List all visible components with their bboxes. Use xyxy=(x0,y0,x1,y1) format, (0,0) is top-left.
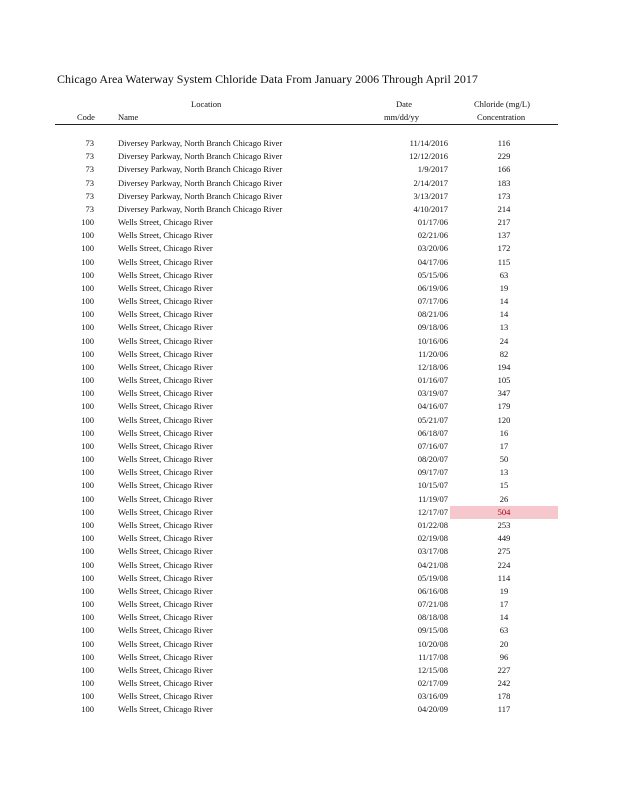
row-code: 100 xyxy=(81,480,94,491)
row-chloride-value: 183 xyxy=(497,177,511,188)
table-row xyxy=(0,611,618,624)
row-location-name: Wells Street, Chicago River xyxy=(118,664,213,675)
row-date: 06/16/08 xyxy=(417,585,448,596)
table-row xyxy=(0,690,618,703)
header-location: Location xyxy=(191,99,222,109)
row-location-name: Wells Street, Chicago River xyxy=(118,388,213,399)
row-date: 07/16/07 xyxy=(417,440,448,451)
row-date: 4/10/2017 xyxy=(413,203,448,214)
row-chloride-value: 275 xyxy=(497,546,511,557)
row-date: 07/21/08 xyxy=(417,599,448,610)
header-concentration: Concentration xyxy=(477,112,526,122)
row-location-name: Wells Street, Chicago River xyxy=(118,546,213,557)
row-chloride-value: 13 xyxy=(499,467,509,478)
row-chloride-value: 253 xyxy=(497,519,511,530)
row-code: 100 xyxy=(81,440,94,451)
row-date: 12/12/2016 xyxy=(409,151,448,162)
table-row xyxy=(0,479,618,492)
row-chloride-value: 117 xyxy=(497,704,511,715)
row-location-name: Wells Street, Chicago River xyxy=(118,625,213,636)
row-date: 12/17/07 xyxy=(417,506,448,517)
row-location-name: Wells Street, Chicago River xyxy=(118,493,213,504)
row-chloride-value: 14 xyxy=(499,612,509,623)
row-chloride-value: 19 xyxy=(499,282,509,293)
row-date: 11/17/08 xyxy=(418,651,448,662)
row-code: 100 xyxy=(81,414,94,425)
table-row xyxy=(0,216,618,229)
table-row xyxy=(0,677,618,690)
row-location-name: Diversey Parkway, North Branch Chicago River xyxy=(118,203,283,214)
row-code: 100 xyxy=(81,651,94,662)
row-chloride-value: 16 xyxy=(499,427,509,438)
table-row xyxy=(0,335,618,348)
table-row xyxy=(0,387,618,400)
row-location-name: Wells Street, Chicago River xyxy=(118,269,213,280)
row-date: 02/21/06 xyxy=(417,230,448,241)
row-date: 03/19/07 xyxy=(417,388,448,399)
row-date: 05/15/06 xyxy=(417,269,448,280)
row-code: 100 xyxy=(81,427,94,438)
row-location-name: Diversey Parkway, North Branch Chicago River xyxy=(118,177,283,188)
row-code: 100 xyxy=(81,704,94,715)
header-date-format: mm/dd/yy xyxy=(384,112,419,122)
row-chloride-value: 105 xyxy=(497,375,511,386)
table-row xyxy=(0,559,618,572)
row-date: 08/20/07 xyxy=(417,454,448,465)
row-code: 100 xyxy=(81,401,94,412)
row-code: 100 xyxy=(81,493,94,504)
row-chloride-value: 214 xyxy=(497,203,511,214)
row-chloride-value: 115 xyxy=(497,256,511,267)
table-row xyxy=(0,414,618,427)
row-code: 100 xyxy=(81,533,94,544)
row-location-name: Wells Street, Chicago River xyxy=(118,480,213,491)
row-chloride-value: 82 xyxy=(499,348,509,359)
table-row xyxy=(0,532,618,545)
row-code: 100 xyxy=(81,519,94,530)
row-code: 100 xyxy=(81,559,94,570)
row-date: 10/15/07 xyxy=(417,480,448,491)
row-date: 01/22/08 xyxy=(417,519,448,530)
row-code: 100 xyxy=(81,256,94,267)
row-code: 100 xyxy=(81,454,94,465)
row-code: 100 xyxy=(81,467,94,478)
table-row xyxy=(0,137,618,150)
row-date: 08/21/06 xyxy=(417,309,448,320)
row-location-name: Diversey Parkway, North Branch Chicago River xyxy=(118,138,283,148)
document-title: Chicago Area Waterway System Chloride Data From January 2006 Through April 2017 xyxy=(57,72,478,86)
table-row xyxy=(0,269,618,282)
row-code: 100 xyxy=(81,230,94,241)
row-date: 05/21/07 xyxy=(417,414,448,425)
table-row xyxy=(0,638,618,651)
row-code: 100 xyxy=(81,322,94,333)
table-row xyxy=(0,348,618,361)
table-row xyxy=(0,440,618,453)
row-date: 11/14/2016 xyxy=(409,138,448,148)
row-location-name: Wells Street, Chicago River xyxy=(118,309,213,320)
table-row xyxy=(0,229,618,242)
row-location-name: Wells Street, Chicago River xyxy=(118,282,213,293)
row-date: 09/18/06 xyxy=(417,322,448,333)
row-code: 100 xyxy=(81,599,94,610)
table-row xyxy=(0,624,618,637)
table-row xyxy=(0,242,618,255)
table-row xyxy=(0,664,618,677)
table-row xyxy=(0,321,618,334)
table-row xyxy=(0,308,618,321)
table-row xyxy=(0,163,618,176)
row-date: 01/17/06 xyxy=(417,217,448,228)
row-chloride-value: 173 xyxy=(497,190,511,201)
row-location-name: Wells Street, Chicago River xyxy=(118,322,213,333)
row-date: 12/15/08 xyxy=(417,664,448,675)
table-row xyxy=(0,361,618,374)
row-code: 73 xyxy=(85,164,94,175)
header-code: Code xyxy=(77,112,95,122)
row-code: 100 xyxy=(81,506,94,517)
row-date: 03/16/09 xyxy=(417,691,448,702)
row-code: 73 xyxy=(85,177,94,188)
row-date: 10/16/06 xyxy=(417,335,448,346)
row-chloride-value: 347 xyxy=(497,388,511,399)
row-chloride-value: 17 xyxy=(499,440,509,451)
table-row xyxy=(0,598,618,611)
row-chloride-value: 26 xyxy=(499,493,509,504)
row-date: 07/17/06 xyxy=(417,296,448,307)
row-chloride-value: 116 xyxy=(497,138,511,148)
row-code: 100 xyxy=(81,335,94,346)
table-row xyxy=(0,190,618,203)
row-chloride-value: 96 xyxy=(499,651,509,662)
row-code: 100 xyxy=(81,243,94,254)
table-row xyxy=(0,177,618,190)
row-code: 100 xyxy=(81,388,94,399)
row-date: 11/19/07 xyxy=(418,493,448,504)
row-location-name: Diversey Parkway, North Branch Chicago River xyxy=(118,164,283,175)
table-row xyxy=(0,453,618,466)
row-date: 11/20/06 xyxy=(418,348,448,359)
row-location-name: Wells Street, Chicago River xyxy=(118,401,213,412)
row-location-name: Wells Street, Chicago River xyxy=(118,361,213,372)
table-row xyxy=(0,703,618,716)
table-row xyxy=(0,493,618,506)
row-chloride-value: 179 xyxy=(497,401,511,412)
table-row xyxy=(0,466,618,479)
row-code: 100 xyxy=(81,361,94,372)
row-chloride-value: 17 xyxy=(499,599,509,610)
row-code: 100 xyxy=(81,625,94,636)
row-location-name: Wells Street, Chicago River xyxy=(118,678,213,689)
table-row xyxy=(0,150,618,163)
row-date: 10/20/08 xyxy=(417,638,448,649)
row-location-name: Wells Street, Chicago River xyxy=(118,612,213,623)
row-chloride-value: 242 xyxy=(497,678,511,689)
row-chloride-value: 172 xyxy=(497,243,511,254)
row-location-name: Wells Street, Chicago River xyxy=(118,217,213,228)
row-chloride-value: 19 xyxy=(499,585,509,596)
row-location-name: Wells Street, Chicago River xyxy=(118,559,213,570)
row-location-name: Diversey Parkway, North Branch Chicago River xyxy=(118,190,283,201)
row-location-name: Wells Street, Chicago River xyxy=(118,440,213,451)
row-code: 100 xyxy=(81,296,94,307)
row-date: 12/18/06 xyxy=(417,361,448,372)
row-code: 100 xyxy=(81,612,94,623)
row-code: 73 xyxy=(85,151,94,162)
row-location-name: Wells Street, Chicago River xyxy=(118,427,213,438)
row-date: 04/20/09 xyxy=(417,704,448,715)
table-row xyxy=(0,519,618,532)
row-date: 09/15/08 xyxy=(417,625,448,636)
row-date: 1/9/2017 xyxy=(417,164,448,175)
row-date: 2/14/2017 xyxy=(413,177,448,188)
table-row xyxy=(0,506,618,519)
header-divider xyxy=(55,124,558,125)
row-date: 02/17/09 xyxy=(417,678,448,689)
row-chloride-value: 114 xyxy=(497,572,511,583)
table-row xyxy=(0,585,618,598)
row-date: 06/18/07 xyxy=(417,427,448,438)
row-location-name: Wells Street, Chicago River xyxy=(118,599,213,610)
row-chloride-value: 194 xyxy=(497,361,511,372)
row-chloride-value: 166 xyxy=(497,164,511,175)
row-chloride-value: 13 xyxy=(499,322,509,333)
header-name: Name xyxy=(118,112,139,122)
row-chloride-value: 15 xyxy=(499,480,509,491)
row-code: 100 xyxy=(81,269,94,280)
row-location-name: Wells Street, Chicago River xyxy=(118,585,213,596)
row-code: 100 xyxy=(81,375,94,386)
row-location-name: Wells Street, Chicago River xyxy=(118,296,213,307)
row-code: 100 xyxy=(81,309,94,320)
row-location-name: Wells Street, Chicago River xyxy=(118,256,213,267)
row-location-name: Diversey Parkway, North Branch Chicago River xyxy=(118,151,283,162)
row-date: 05/19/08 xyxy=(417,572,448,583)
row-chloride-value: 63 xyxy=(499,269,509,280)
row-date: 09/17/07 xyxy=(417,467,448,478)
row-location-name: Wells Street, Chicago River xyxy=(118,533,213,544)
row-location-name: Wells Street, Chicago River xyxy=(118,506,213,517)
row-location-name: Wells Street, Chicago River xyxy=(118,414,213,425)
row-location-name: Wells Street, Chicago River xyxy=(118,638,213,649)
row-code: 100 xyxy=(81,282,94,293)
row-code: 100 xyxy=(81,572,94,583)
row-chloride-value: 63 xyxy=(499,625,509,636)
row-date: 02/19/08 xyxy=(417,533,448,544)
table-row xyxy=(0,256,618,269)
row-location-name: Wells Street, Chicago River xyxy=(118,704,213,715)
row-chloride-value: 120 xyxy=(497,414,511,425)
row-chloride-value: 50 xyxy=(499,454,509,465)
table-row xyxy=(0,400,618,413)
row-code: 100 xyxy=(81,546,94,557)
row-code: 100 xyxy=(81,664,94,675)
row-location-name: Wells Street, Chicago River xyxy=(118,243,213,254)
row-location-name: Wells Street, Chicago River xyxy=(118,691,213,702)
row-chloride-value: 20 xyxy=(499,638,509,649)
row-location-name: Wells Street, Chicago River xyxy=(118,572,213,583)
row-code: 100 xyxy=(81,348,94,359)
row-code: 100 xyxy=(81,585,94,596)
table-row xyxy=(0,295,618,308)
header-chloride: Chloride (mg/L) xyxy=(474,99,530,109)
row-code: 100 xyxy=(81,217,94,228)
table-row xyxy=(0,282,618,295)
row-date: 03/20/06 xyxy=(417,243,448,254)
row-code: 100 xyxy=(81,638,94,649)
row-location-name: Wells Street, Chicago River xyxy=(118,651,213,662)
row-chloride-value: 137 xyxy=(497,230,511,241)
row-chloride-value: 224 xyxy=(497,559,511,570)
row-chloride-value: 14 xyxy=(499,296,509,307)
row-location-name: Wells Street, Chicago River xyxy=(118,454,213,465)
row-date: 04/16/07 xyxy=(417,401,448,412)
table-row xyxy=(0,203,618,216)
row-chloride-value: 504 xyxy=(450,506,558,519)
row-chloride-value: 14 xyxy=(499,309,509,320)
table-row xyxy=(0,545,618,558)
table-row xyxy=(0,572,618,585)
row-location-name: Wells Street, Chicago River xyxy=(118,375,213,386)
table-row xyxy=(0,651,618,664)
row-chloride-value: 217 xyxy=(497,217,511,228)
row-code: 73 xyxy=(85,203,94,214)
row-location-name: Wells Street, Chicago River xyxy=(118,230,213,241)
row-chloride-value: 24 xyxy=(499,335,509,346)
row-location-name: Wells Street, Chicago River xyxy=(118,348,213,359)
row-date: 03/17/08 xyxy=(417,546,448,557)
row-code: 100 xyxy=(81,691,94,702)
row-code: 73 xyxy=(85,190,94,201)
header-date: Date xyxy=(396,99,413,109)
row-code: 73 xyxy=(85,138,94,148)
row-chloride-value: 227 xyxy=(497,664,511,675)
table-row xyxy=(0,374,618,387)
row-date: 04/21/08 xyxy=(417,559,448,570)
data-table xyxy=(0,137,618,717)
row-location-name: Wells Street, Chicago River xyxy=(118,335,213,346)
row-date: 04/17/06 xyxy=(417,256,448,267)
row-chloride-value: 229 xyxy=(497,151,511,162)
row-code: 100 xyxy=(81,678,94,689)
row-location-name: Wells Street, Chicago River xyxy=(118,467,213,478)
row-date: 06/19/06 xyxy=(417,282,448,293)
row-date: 3/13/2017 xyxy=(413,190,448,201)
row-date: 08/18/08 xyxy=(417,612,448,623)
row-chloride-value: 178 xyxy=(497,691,511,702)
row-location-name: Wells Street, Chicago River xyxy=(118,519,213,530)
row-chloride-value: 449 xyxy=(497,533,511,544)
row-date: 01/16/07 xyxy=(417,375,448,386)
table-row xyxy=(0,427,618,440)
